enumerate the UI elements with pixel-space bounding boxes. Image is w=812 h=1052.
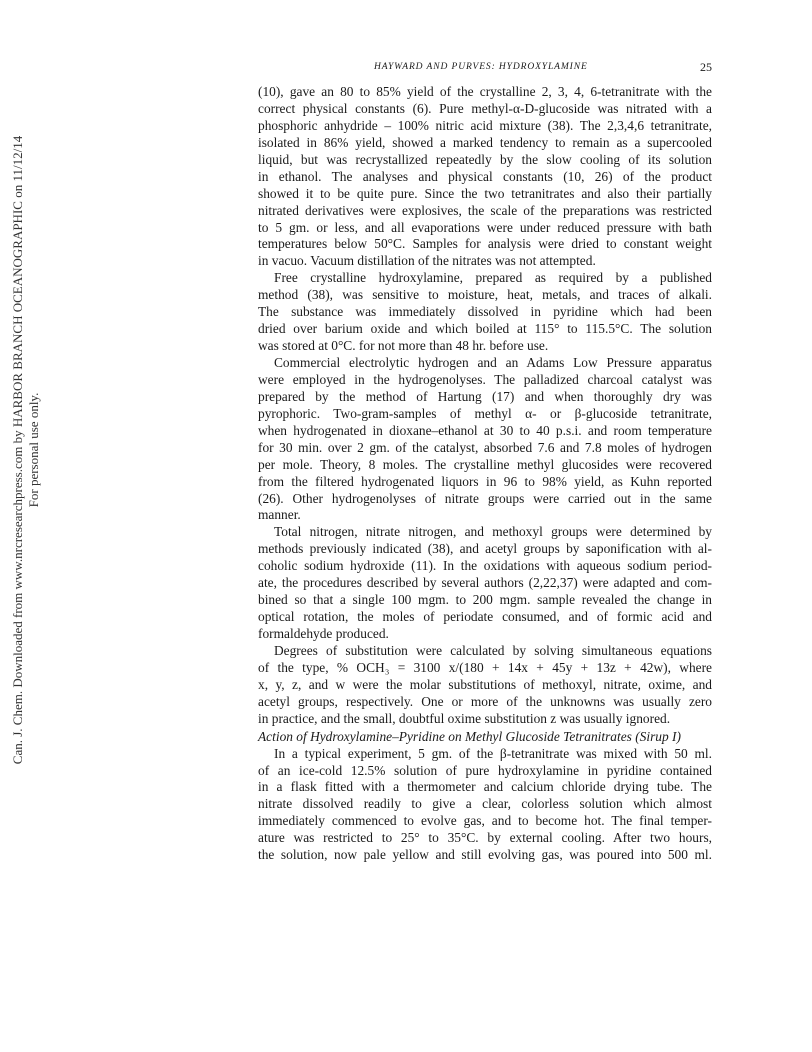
text-line: Degrees of substitution were calculated by solving simultaneous equations [274, 642, 712, 658]
text-line: temperatures below 50°C. Samples for analysis were dried to constant weight [258, 236, 712, 252]
text-line: when hydrogenated in dioxane–ethanol at 30 to 40 p.s.i. and room temperature [258, 422, 712, 438]
paragraph [258, 270, 712, 355]
paragraph [258, 524, 712, 643]
paragraph [258, 84, 712, 270]
text-line: ate, the procedures described by several authors (2,22,37) were adapted and com- [258, 575, 712, 591]
text-line: (10), gave an 80 to 85% yield of the crystalline 2, 3, 4, 6-tetranitrate with the [258, 84, 712, 99]
text-line: x, y, z, and w were the molar substitutions of methoxyl, nitrate, oxime, and [258, 676, 712, 692]
paragraph [258, 355, 712, 524]
text-line: bined so that a single 100 mgm. to 200 mgm. sample revealed the change in [258, 592, 712, 608]
text-line: ature was restricted to 25° to 35°C. by external cooling. After two hours, [258, 830, 712, 846]
text-line: The substance was immediately dissolved in pyridine which had been [258, 304, 712, 320]
text-line: coholic sodium hydroxide (11). In the oxidations with aqueous sodium period- [258, 558, 712, 574]
text-line: Total nitrogen, nitrate nitrogen, and methoxyl groups were determined by [274, 524, 712, 540]
running-title: HAYWARD AND PURVES: HYDROXYLAMINE [374, 62, 588, 72]
text-line: from the filtered hydrogenated liquors in 96 to 98% yield, as Kuhn reported [258, 473, 712, 489]
download-notice-line-2: For personal use only. [26, 392, 41, 508]
download-notice [8, 135, 44, 765]
text-line: optical rotation, the moles of periodate consumed, and of formic acid and [258, 609, 712, 625]
text-line: correct physical constants (6). Pure methyl-α-D-glucoside was nitrated with a [258, 100, 712, 116]
text-line: per mole. Theory, 8 moles. The crystalline methyl glucosides were recovered [258, 456, 712, 472]
download-notice-text [10, 136, 42, 764]
text-line: was stored at 0°C. for not more than 48 hr. before use. [258, 338, 549, 354]
text-line: of the type, % OCH₃ = 3100 x/(180 + 14x + 45y + 13z + 42w), where [258, 659, 712, 675]
text-line: Free crystalline hydroxylamine, prepared as required by a published [274, 270, 712, 286]
text-line: In a typical experiment, 5 gm. of the β-tetranitrate was mixed with 50 ml. [274, 745, 712, 761]
text-line: Commercial electrolytic hydrogen and an Adams Low Pressure apparatus [274, 355, 712, 370]
text-line: pyrophoric. Two-gram-samples of methyl α- or β-glucoside tetranitrate, [258, 405, 712, 421]
text-line: showed it to be quite pure. Since the two tetranitrates and also their partially [258, 185, 712, 201]
body-text [258, 84, 712, 864]
text-line: immediately commenced to evolve gas, and to become hot. The final temper- [258, 813, 712, 829]
text-line: (26). Other hydrogenolyses of nitrate groups were carried out in the same [258, 490, 712, 506]
paragraph [258, 643, 712, 728]
text-line: methods previously indicated (38), and acetyl groups by saponification with al- [258, 541, 712, 557]
page-number: 25 [700, 60, 712, 74]
text-line: of an ice-cold 12.5% solution of pure hydroxylamine in pyridine contained [258, 762, 712, 778]
text-line: phosphoric anhydride – 100% nitric acid mixture (38). The 2,3,4,6 tetranitrate, [258, 117, 712, 133]
section-subheading: Action of Hydroxylamine–Pyridine on Methyl Glucoside Tetranitrates (Sirup I) [258, 728, 681, 744]
text-line: in vacuo. Vacuum distillation of the nitrates was not attempted. [258, 253, 596, 269]
text-line: dried over barium oxide and which boiled at 115° to 115.5°C. The solution [258, 321, 712, 337]
download-notice-line-1: Can. J. Chem. Downloaded from www.nrcresearchpress.com by HARBOR BRANCH OCEANOGRAPHIC on 11/12/14 [10, 135, 25, 765]
text-line: to 5 gm. or less, and all evaporations were under reduced pressure with bath [258, 219, 712, 235]
running-head [258, 59, 712, 75]
text-line: isolated in 86% yield, showed a marked tendency to remain as a supercooled [258, 134, 712, 150]
text-line: nitrate dissolved readily to give a clear, colorless solution which almost [258, 796, 712, 812]
text-line: method (38), was sensitive to moisture, heat, metals, and traces of alkali. [258, 287, 712, 303]
text-line: for 30 min. over 2 gm. of the catalyst, absorbed 7.6 and 7.8 moles of hydrogen [258, 439, 712, 455]
text-line: nitrated derivatives were explosives, the scale of the preparations was restricted [258, 202, 712, 218]
text-line: were employed in the hydrogenolyses. The palladized charcoal catalyst was [258, 371, 712, 387]
text-line: formaldehyde produced. [258, 626, 389, 641]
text-line: the solution, now pale yellow and still evolving gas, was poured into 500 ml. [258, 847, 712, 863]
text-line: in practice, and the small, doubtful oxime substitution z was usually ignored. [258, 710, 671, 726]
text-line: manner. [258, 507, 301, 523]
text-line: prepared by the method of Hartung (17) and when thoroughly dry was [258, 388, 712, 404]
paragraph [258, 746, 712, 865]
text-line: acetyl groups, respectively. One or more of the unknowns was usually zero [258, 693, 712, 709]
text-line: in ethanol. The analyses and physical constants (10, 26) of the product [258, 168, 712, 184]
text-line: liquid, but was recrystallized repeatedly by the slow cooling of its solution [258, 151, 712, 167]
text-line: in a flask fitted with a thermometer and calcium chloride drying tube. The [258, 779, 712, 795]
